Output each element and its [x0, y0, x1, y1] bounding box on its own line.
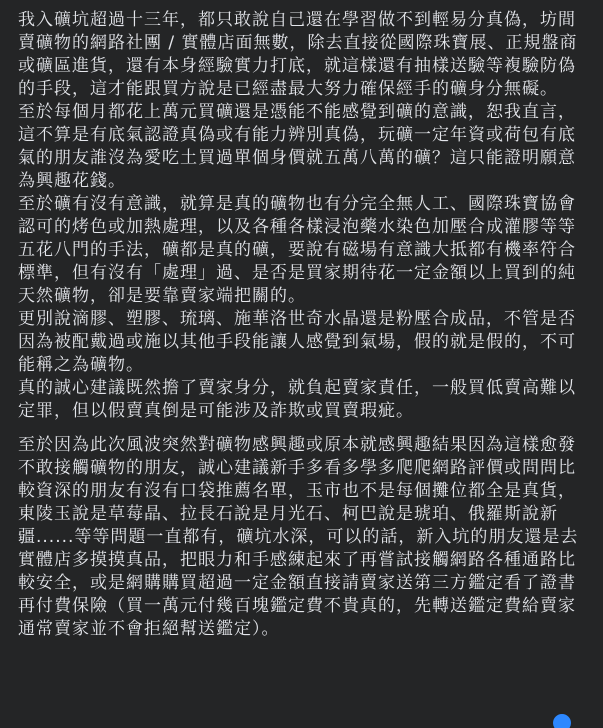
post-paragraph-4: 更別說滴膠、塑膠、琉璃、施華洛世奇水晶還是粉壓合成品，不管是否因為被配戴過或施以其他手段能讓人感覺到氣場，假的就是假的，不可能稱之為礦物。 [18, 309, 576, 375]
post-paragraph-6: 至於因為此次風波突然對礦物感興趣或原本就感興趣結果因為這樣愈發不敢接觸礦物的朋友，誠心建議新手多看多學多爬爬網路評價或問問比較資深的朋友有沒有口袋推薦名單，玉市也不是每個攤位都全是真貨，東陵玉說是草莓晶、拉長石說是月光石、柯巴說是琥珀、俄羅斯說新疆......等等問題一直都有，礦坑水深，可以的話，新入坑的朋友還是去實體店多摸摸真品，把眼力和手感練起來了再嘗試接觸網路各種通路比較安全，或是網購購買超過一定金額直接請賣家送第三方鑑定看了證書再付費保險（買一萬元付幾百塊鑑定費不貴真的，先轉送鑑定費給賣家通常賣家並不會拒絕幫送鑑定）。 [18, 435, 579, 639]
post-paragraph-3: 至於礦有沒有意識，就算是真的礦物也有分完全無人工、國際珠寶協會認可的烤色或加熱處理，以及各種各樣浸泡藥水染色加壓合成灌膠等等五花八門的手法，礦都是真的礦，要說有磁場有意識大抵都有機率符合標準，但有沒有「處理」過、是否是買家期待花一定金額以上買到的純天然礦物，卻是要靠賣家端把關的。 [18, 194, 576, 306]
post-paragraph-2: 至於每個月都花上萬元買礦還是憑能不能感覺到礦的意識，恕我直言，這不算是有底氣認證真偽或有能力辨別真偽，玩礦一定年資或荷包有底氣的朋友誰沒為愛吃土買過單個身價就五萬八萬的礦？這只能證明願意為興趣花錢。 [18, 102, 576, 191]
post-paragraph-1: 我入礦坑超過十三年，都只敢說自己還在學習做不到輕易分真偽，坊間賣礦物的網路社團 / 實體店面無數，除去直接從國際珠寶展、正規盤商或礦區進貨，還有本身經驗實力打底，就這樣還有抽樣送驗等複驗防偽的手段，這才能跟買方說是已經盡最大努力確保經手的礦身分無礙。 [18, 10, 578, 99]
reaction-badge-icon[interactable] [551, 712, 573, 728]
post-paragraph-5: 真的誠心建議既然擔了賣家身分，就負起賣家責任，一般買低賣高難以定罪，但以假賣真倒是可能涉及詐欺或買賣瑕疵。 [18, 378, 576, 421]
